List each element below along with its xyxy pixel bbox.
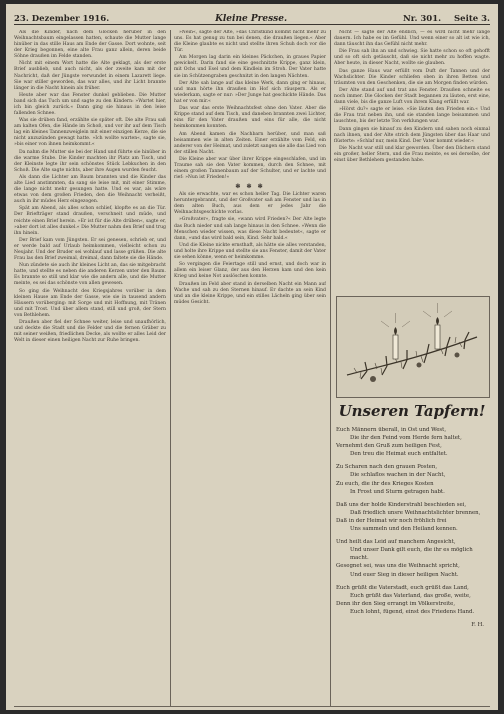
poem-title: Unseren Tapfern! [338, 402, 486, 420]
column-2 [174, 30, 326, 706]
poem-author: F. H. [471, 621, 484, 628]
article-paragraph: »Hörst du?« sagte er leise. »Sie läuten den Frieden ein.« Und die Frau trat neben ihn, und sie standen lange beisammen und lauschten, bis der letzte Ton verklungen war. [334, 107, 490, 125]
poem-line: Den treu die Heimat euch entfaltet. [350, 451, 448, 458]
article-paragraph: Spät am Abend, als alles schon schlief, klopfte es an die Tür. Der Briefträger stand draußen, verschneit und müde, und reichte einen Brief herein. »Er ist für die Alte drüben«, sagte er, »aber dort ist alles dunkel.« Die Mutter nahm den Brief und trug ihn hinein. [14, 206, 166, 236]
illustration [336, 296, 490, 398]
header-number: Nr. 301. [402, 14, 442, 24]
article-paragraph: Als die Kinder, nach dem Glocken herüber in den Weihnachtsbaum eingelassen hatten, schaute die Mutter lange hinüber in das stille Haus am Ende der Gasse. Dort wohnte, seit der Krieg begonnen, eine alte Frau ganz allein, deren beide Söhne draußen im Felde standen. [14, 30, 166, 60]
poem-line: Daß friedlich unsre Weihnachtslichter brennen, [350, 509, 481, 516]
article-paragraph: Draußen im Feld aber stand in derselben Nacht ein Mann auf Wache und sah zu den Sternen hinauf. Er dachte an sein Kind und an die kleine Krippe, und ein stilles Lächeln ging über sein müdes Gesicht. [174, 281, 326, 305]
article-paragraph: So vergingen die Feiertage still und ernst, und doch war in allem ein leiser Glanz, der aus den Herzen kam und den kein Krieg und keine Not auslöschen konnte. [174, 262, 326, 280]
poem-stanza [336, 538, 488, 578]
poem-line: Denn ihr den Sieg errangt im Völkerstreite, [336, 600, 456, 607]
page-header [14, 10, 490, 25]
poem-stanza [336, 501, 488, 533]
poem-line: Und heilt das Leid auf manchem Angesicht, [336, 539, 456, 546]
poem-line: Uns sammeln und den Heiland kennen. [350, 526, 458, 533]
article-paragraph: Heute aber war das Fenster dunkel geblieben. Die Mutter band sich das Tuch um und sagte zu den Kindern: »Wartet hier, ich bin gleich zurück.« Dann ging sie hinaus in den leise fallenden Schnee. [14, 92, 166, 116]
article-paragraph: Was sie drüben fand, erzählte sie später oft. Die alte Frau saß am kalten Ofen, die Hände im Schoß, und vor ihr auf dem Tisch lag ein kleines Tannenzweiglein mit einer einzigen Kerze, die sie nicht anzuzünden gewagt hatte. »Ich wollte warten«, sagte sie, »bis einer von ihnen heimkommt.« [14, 118, 166, 148]
article-paragraph: Das war das erste Weihnachtsfest ohne den Vater. Aber die Krippe stand auf dem Tisch, und daneben brannten zwei Lichter, eins für den Vater draußen und eins für alle, die nicht heimkommen konnten. [174, 106, 326, 130]
poem-stanza [336, 584, 488, 616]
poem-line: Und euer Sieg in dieser heiligen Nacht. [350, 571, 459, 578]
poem-line: Und unser Dank gilt euch, die ihr es möglich macht. [350, 547, 473, 562]
article-paragraph: Am Abend kamen die Nachbarn herüber, und man saß beisammen wie in alten Zeiten. Einer erzählte vom Feld, ein anderer von der Heimat, und zuletzt sangen sie alle das Lied von der stillen Nacht. [174, 131, 326, 155]
poem-line: Die schlaflos wachen in der Nacht, [350, 472, 446, 479]
column-1 [14, 30, 166, 706]
candle-branch-icon [337, 297, 489, 397]
poem-line: Euch Männern überall, in Ost und West, [336, 427, 447, 433]
article-paragraph: Die Frau sah ihn an und schwieg. Sie hatte schon so oft gehofft und so oft sich getäuscht, daß sie nicht mehr zu hoffen wagte. Aber heute, in dieser Nacht, wollte sie glauben. [334, 49, 490, 67]
poem-line: Vernehmt den Gruß zum heiligen Fest, [336, 443, 442, 450]
article-paragraph: So ging die Weihnacht des Kriegsjahres vorüber in dem kleinen Hause am Ende der Gasse, wie sie in tausend andern Häusern vorüberging: mit Sorge und mit Hoffnung, mit Tränen und mit Trost. Und über allem stand, still und groß, der Stern von Bethlehem. [14, 288, 166, 318]
poem-stanza [336, 426, 488, 458]
article-paragraph: Am Morgen lag darin ein kleines Päckchen, in graues Papier gewickelt. Darin fand sie eine geschnitzte Krippe, ganz klein, mit Ochs und Esel und dem Kindlein im Stroh. Der Vater hatte sie im Schützengraben geschnitzt in den langen Nächten. [174, 55, 326, 79]
article-paragraph: Nun zündete sie auch ihr kleines Licht an, das sie mitgebracht hatte, und stellte es neben die anderen Kerzen unter den Baum. Es brannte so still und klar wie die andern alle, und die Mutter meinte, es sei das schönste von allen gewesen. [14, 263, 166, 287]
poem-line: Euch grüßt das Vaterland, das große, weite, [350, 592, 471, 599]
poem-line: Euch lohnt, fügend, einst des Friedens Hand. [350, 608, 475, 615]
article-paragraph: Der Alte sah lange auf das kleine Werk, dann ging er hinaus, und man hörte ihn draußen im Hof sich räuspern. Als er wiederkam, sagte er nur: »Der Junge hat geschickte Hände. Das hat er von mir.« [174, 80, 326, 104]
column-divider [170, 30, 171, 706]
footer-rule [14, 706, 490, 707]
poem-stanza [336, 463, 488, 495]
header-title: Kleine Presse. [215, 14, 288, 24]
article-paragraph: »Nein«, sagte der Alte, »das Christkind kommt nicht mehr zu uns. Es hat genug zu tun bei denen, die draußen liegen.« Aber die Kleine glaubte es nicht und stellte ihren Schuh doch vor die Tür. [174, 30, 326, 54]
header-page: Seite 3. [454, 14, 490, 24]
article-paragraph: Da nahm die Mutter sie bei der Hand und führte sie hinüber in die warme Stube. Die Kinder machten ihr Platz am Tisch, und der Kleinste legte ihr sein schönstes Stück Lebkuchen in den Schoß. Die Alte sagte nichts, aber ihre Augen wurden feucht. [14, 149, 166, 173]
article-paragraph: Die Nacht war still und klar geworden. Über den Dächern stand ein großer, heller Stern, und die Frau meinte, es sei derselbe, der einst über Bethlehem gestanden habe. [334, 145, 490, 164]
poem-line: Daß uns der holde Kinderstrahl beschieden sei, [336, 501, 467, 508]
poem-line: Gesegnet sei, was uns die Weihnacht spricht, [336, 563, 460, 570]
poem-line: Euch grüßt die Vaterstadt, euch grüßt das Land, [336, 584, 469, 591]
article-paragraph: »Großvater«, fragte sie, »wann wird Frieden?« Der Alte legte das Buch nieder und sah lange hinaus in den Schnee. »Wenn die Menschen wieder wissen, was diese Nacht bedeutet«, sagte er dann, »und das wird bald sein, Kind. Sehr bald.« [174, 217, 326, 241]
article-paragraph: Das ganze Haus war erfüllt vom Duft der Tannen und der Wachslichter. Die Kinder schliefen oben in ihren Betten und träumten von den Geschenken, die sie am Morgen finden würden. [334, 68, 490, 86]
header-issue [393, 14, 490, 24]
newspaper-page [6, 4, 498, 710]
article-paragraph: Nicht — sagte der Alte endlich, — es wird nicht mehr lange dauern. Ich habe es im Gefühl. Und wenn einer so alt ist wie ich, dann täuscht ihn das Gefühl nicht mehr. [334, 30, 490, 48]
article-paragraph: Die Kleine aber war über ihrer Krippe eingeschlafen, und im Traume sah sie den Vater kommen, durch den Schnee, mit einem großen Tannenbaum auf der Schulter, und er lachte und rief: »Nun ist Frieden!« [174, 156, 326, 181]
column-3 [334, 30, 490, 292]
article-paragraph: Als sie erwachte, war es schon heller Tag. Die Lichter waren heruntergebrannt, und der Großvater saß am Fenster und las in dem alten Buch, aus dem er jedes Jahr die Weihnachtsgeschichte vorlas. [174, 192, 326, 216]
poem-line: Zu Scharen nach den grauen Posten, [336, 464, 438, 471]
poem-line: Die ihr den Feind vom Herde fern haltet, [350, 435, 462, 442]
poem-line: Daß in der Heimat wir noch fröhlich frei [336, 517, 447, 524]
article-paragraph: Nicht mit einem Wort hatte die Alte geklagt, als der erste Brief ausblieb, und auch nicht, als der zweite kam mit der Nachricht, daß der Jüngste verwundet in einem Lazarett liege. Sie war stiller geworden, das war alles, und ihr Licht brannte länger in die Nacht hinein als früher. [14, 61, 166, 91]
section-divider: ✻ ✻ ✻ [235, 183, 265, 191]
article-paragraph: Der Alte stand auf und trat ans Fenster. Draußen schneite es noch immer. Die Glocken der Stadt begannen zu läuten, erst eine, dann viele, bis die ganze Luft von ihrem Klang erfüllt war. [334, 87, 490, 106]
article-paragraph: Und die Kleine nickte ernsthaft, als hätte sie alles verstanden, und holte ihre Krippe und stellte sie ans Fenster, damit der Vater sie sehen könne, wenn er heimkomme. [174, 242, 326, 260]
poem [336, 426, 488, 696]
poem-line: Zu euch, die ihr des Krieges Kosten [336, 480, 434, 487]
poem-line: In Frost und Sturm getragen habt. [350, 488, 445, 495]
article-paragraph: Als dann die Lichter am Baum brannten und die Kinder das alte Lied anstimmten, da sang sie leise mit, mit einer Stimme, die lange nicht mehr gesungen hatte. Und es war, als wäre etwas von dem großen Frieden, den die Weihnacht verheißt, auch in ihr müdes Herz eingezogen. [14, 175, 166, 205]
column-divider [330, 30, 331, 706]
article-paragraph: Draußen aber fiel der Schnee weiter, leise und unaufhörlich, und deckte die Stadt und die Felder und die fernen Gräber zu mit seiner weißen, friedlichen Decke, als wollte er alles Leid der Welt in dieser einen heiligen Nacht zur Ruhe bringen. [14, 320, 166, 344]
header-date: 23. Dezember 1916. [14, 14, 110, 24]
article-paragraph: Der Brief kam vom Jüngsten. Er sei genesen, schrieb er, und er werde bald auf Urlaub heimkommen, vielleicht schon zu Neujahr. Und der Bruder sei wohlauf und lasse grüßen. Die alte Frau las den Brief zweimal, dreimal, dann faltete sie die Hände. [14, 237, 166, 261]
article-paragraph: Dann gingen sie hinauf zu den Kindern und sahen noch einmal nach ihnen, und der Alte strich dem Jüngsten über das Haar und flüsterte: »Schlaf nur, mein Kind. Der Vater kommt wieder.« [334, 126, 490, 144]
